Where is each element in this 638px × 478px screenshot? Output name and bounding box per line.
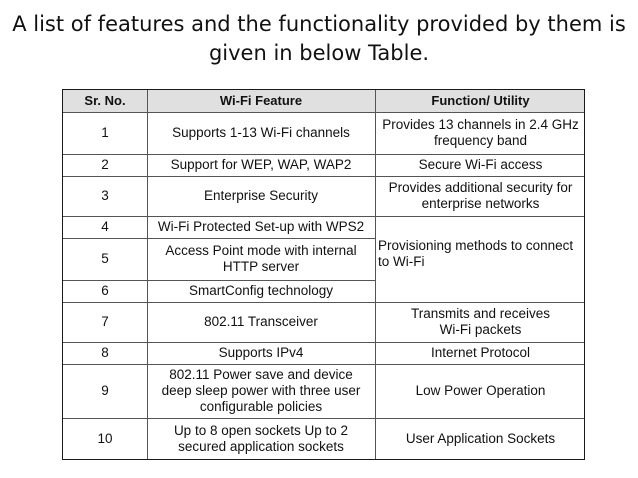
row-7-feature: 802.11 Transceiver <box>204 314 318 329</box>
row-10-no: 10 <box>97 430 113 446</box>
row-5-no: 5 <box>101 251 109 266</box>
slide-title: A list of features and the functionality provided by them is given in below Table. <box>12 12 626 65</box>
row-10-feature: Up to 8 open sockets Up to 2 secured application sockets <box>173 422 349 454</box>
row-8-function: Internet Protocol <box>430 345 531 360</box>
header-wifi-feature: Wi-Fi Feature <box>219 93 303 108</box>
row-4-feature: Wi-Fi Protected Set-up with WPS2 <box>157 219 365 234</box>
row-9-no: 9 <box>101 383 109 398</box>
header-sr-no: Sr. No. <box>84 93 126 108</box>
row-3-no: 3 <box>101 188 109 203</box>
row-8-feature: Supports IPv4 <box>218 345 304 360</box>
row-10-function: User Application Sockets <box>405 430 556 446</box>
row-7-function: Transmits and receives Wi-Fi packets <box>410 306 551 337</box>
row-9-feature: 802.11 Power save and device deep sleep power with three user configurable policies <box>161 367 361 414</box>
header-function-utility: Function/ Utility <box>431 93 530 108</box>
row-3-function: Provides additional security for enterprise networks <box>388 180 573 211</box>
row-1-feature: Supports 1-13 Wi-Fi channels <box>172 125 350 140</box>
row-9-function: Low Power Operation <box>415 383 546 398</box>
row-1-no: 1 <box>101 125 109 140</box>
row-6-no: 6 <box>101 283 109 298</box>
row-7-no: 7 <box>101 314 109 329</box>
row-4-no: 4 <box>101 219 109 234</box>
row-3-feature: Enterprise Security <box>203 188 319 203</box>
row-2-feature: Support for WEP, WAP, WAP2 <box>170 157 352 172</box>
row-2-function: Secure Wi-Fi access <box>418 157 543 172</box>
row-8-no: 8 <box>101 345 109 360</box>
row-2-no: 2 <box>101 157 109 172</box>
row-5-feature: Access Point mode with internal HTTP server <box>165 243 357 274</box>
row-6-feature: SmartConfig technology <box>188 283 334 298</box>
row-1-function: Provides 13 channels in 2.4 GHz frequency band <box>382 117 579 148</box>
row-4-6-function: Provisioning methods to connect to Wi-Fi <box>378 238 574 269</box>
features-table <box>62 89 585 460</box>
